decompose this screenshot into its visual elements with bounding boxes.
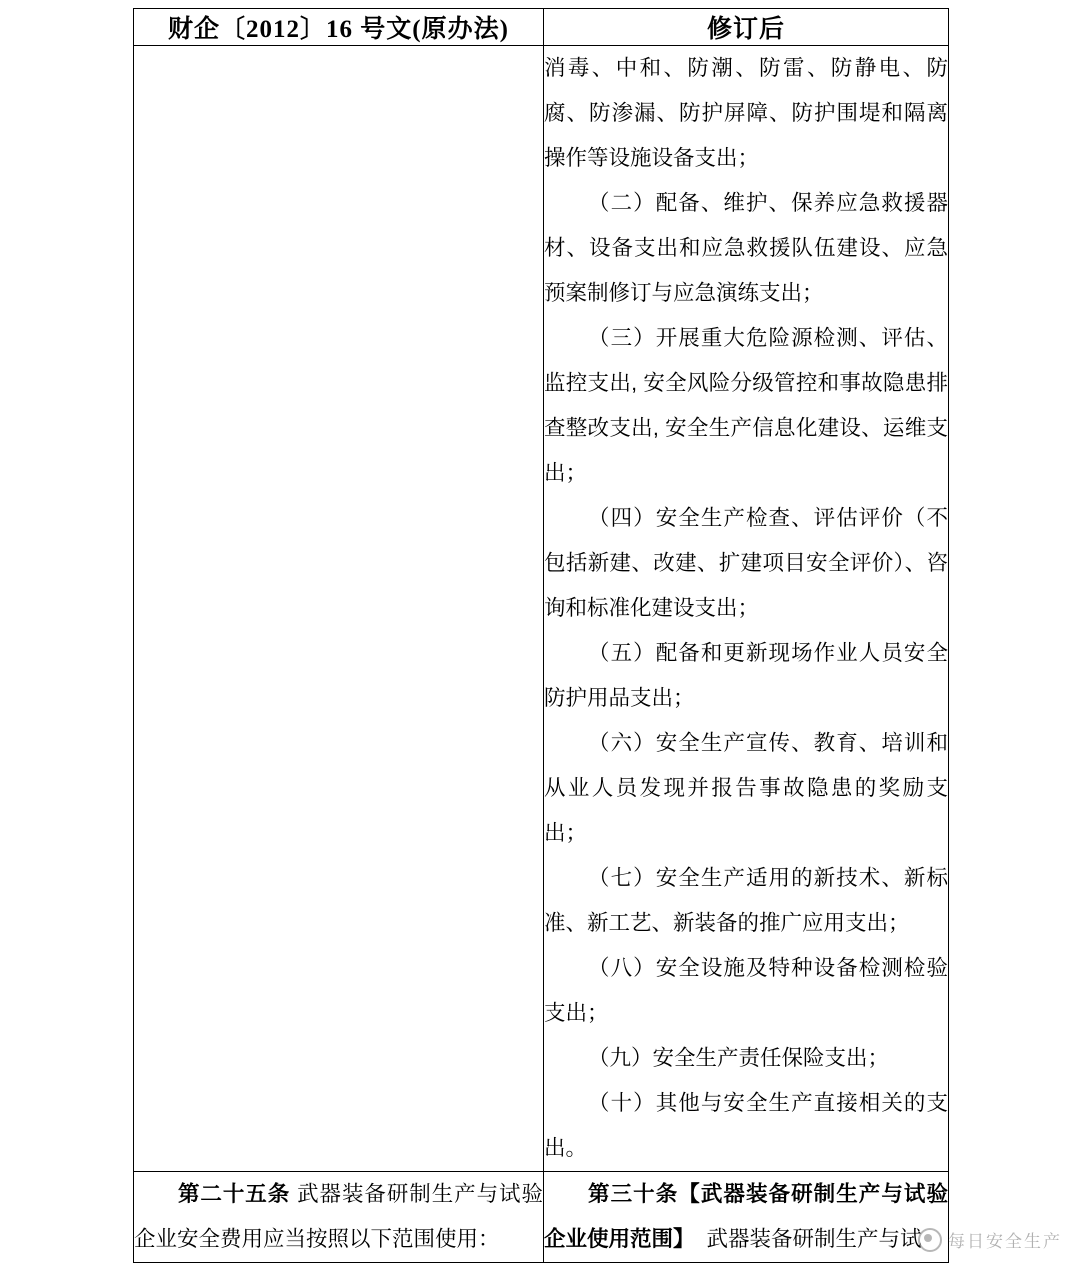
table-row bbox=[134, 1172, 949, 1263]
revised-text-cell bbox=[544, 46, 949, 1172]
clause-paragraph: （二）配备、维护、保养应急救援器材、设备支出和应急救援队伍建设、应急预案制修订与应急演练支出； bbox=[544, 191, 948, 305]
column-header-original: 财企〔2012〕16 号文(原办法) bbox=[134, 9, 544, 46]
clause-paragraph: （九）安全生产责任保险支出； bbox=[588, 1046, 890, 1070]
original-text-cell-empty bbox=[134, 46, 544, 1172]
clause-paragraph: （五）配备和更新现场作业人员安全防护用品支出； bbox=[544, 641, 948, 710]
clause-paragraph: （十）其他与安全生产直接相关的支出。 bbox=[544, 1091, 948, 1160]
clause-paragraph: （三）开展重大危险源检测、评估、监控支出, 安全风险分级管控和事故隐患排查整改支出, 安全生产信息化建设、运维支出； bbox=[544, 326, 948, 485]
column-header-revised: 修订后 bbox=[544, 9, 949, 46]
table-body bbox=[134, 46, 949, 1263]
article-number-original: 第二十五条 bbox=[178, 1182, 291, 1206]
clause-paragraph: （七）安全生产适用的新技术、新标准、新工艺、新装备的推广应用支出； bbox=[544, 866, 948, 935]
clause-paragraph: （四）安全生产检查、评估评价（不包括新建、改建、扩建项目安全评价）、咨询和标准化建设支出； bbox=[544, 506, 948, 620]
table-header bbox=[134, 9, 949, 46]
document-page bbox=[0, 8, 1080, 1266]
revised-article-paragraph bbox=[544, 1172, 948, 1262]
clause-paragraph: 消毒、中和、防潮、防雷、防静电、防腐、防渗漏、防护屏障、防护围堤和隔离操作等设施设备支出； bbox=[544, 56, 948, 170]
clause-paragraph: （六）安全生产宣传、教育、培训和从业人员发现并报告事故隐患的奖励支出； bbox=[544, 731, 948, 845]
revised-article-cell bbox=[544, 1172, 949, 1263]
article-text-revised: 武器装备研制生产与试 bbox=[706, 1227, 922, 1251]
comparison-table bbox=[133, 8, 949, 1263]
watermark-label: 每日安全生产 bbox=[948, 1232, 1062, 1251]
article-text-original: 武器装备研制生产与试验企业安全费用应当按照以下范围使用： bbox=[134, 1182, 543, 1251]
table-header-row bbox=[134, 9, 949, 46]
clause-paragraph: （八）安全设施及特种设备检测检验支出； bbox=[544, 956, 948, 1025]
circle-logo-icon bbox=[918, 1228, 942, 1252]
article-number-revised: 第三十条【武器装备研制生产与试验企业使用范围】 bbox=[544, 1182, 948, 1251]
table-row bbox=[134, 46, 949, 1172]
watermark bbox=[918, 1227, 1062, 1252]
original-article-paragraph bbox=[134, 1172, 543, 1262]
original-article-cell bbox=[134, 1172, 544, 1263]
